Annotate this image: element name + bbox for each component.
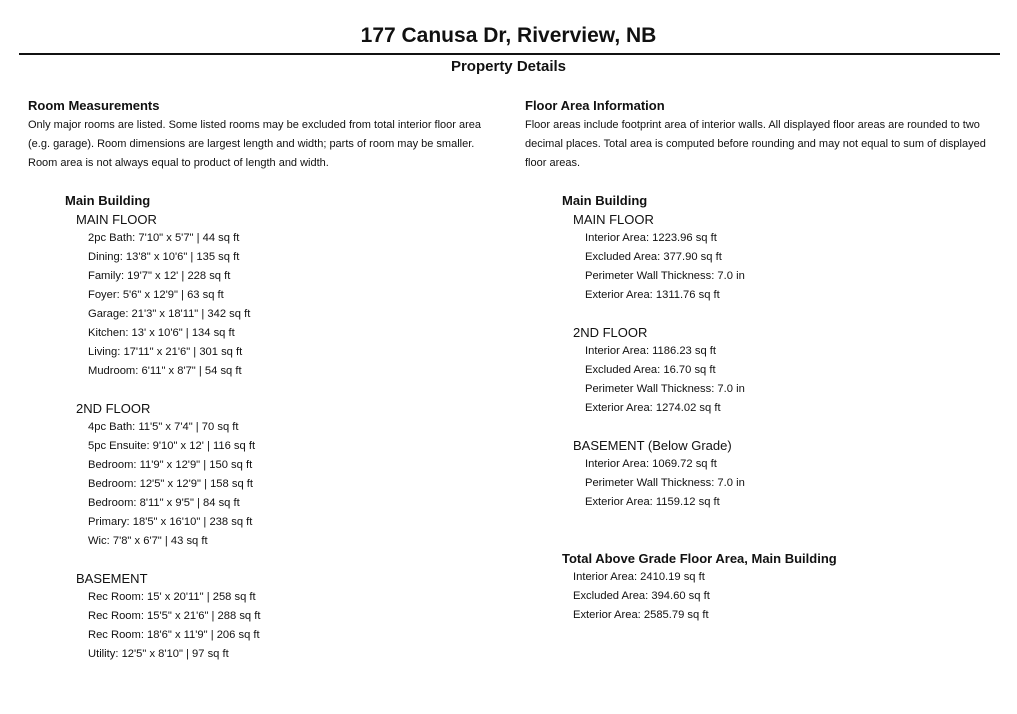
areas-building-title: Main Building — [562, 193, 648, 208]
area-item: Exterior Area: 1274.02 sq ft — [585, 402, 721, 414]
floor-area-heading: Floor Area Information — [525, 98, 665, 113]
floor-title: 2ND FLOOR — [76, 401, 151, 416]
total-item: Exterior Area: 2585.79 sq ft — [573, 609, 709, 621]
room-item: Bedroom: 12'5" x 12'9" | 158 sq ft — [88, 478, 254, 490]
total-above-grade — [562, 549, 1003, 625]
floor-area-note: Floor areas include footprint area of interior walls. All displayed floor areas are rounded to two decimal places. Total area is computed before rounding and may not equal to sum of displayed floor areas. — [525, 119, 986, 169]
rooms-floor-basement — [76, 569, 498, 664]
total-item: Interior Area: 2410.19 sq ft — [573, 571, 705, 583]
area-item: Excluded Area: 377.90 sq ft — [585, 251, 722, 263]
page-subtitle: Property Details — [450, 58, 567, 75]
room-measurements-section — [28, 97, 498, 664]
area-item: Interior Area: 1223.96 sq ft — [585, 232, 717, 244]
rooms-floor-main — [76, 210, 498, 381]
room-item: Living: 17'11" x 21'6" | 301 sq ft — [88, 346, 243, 358]
room-item: 2pc Bath: 7'10" x 5'7" | 44 sq ft — [88, 232, 240, 244]
areas-floor-basement — [573, 436, 1003, 512]
area-item: Exterior Area: 1159.12 sq ft — [585, 496, 720, 508]
area-item: Interior Area: 1186.23 sq ft — [585, 345, 717, 357]
rooms-floor-2nd — [76, 399, 498, 551]
room-item: Kitchen: 13' x 10'6" | 134 sq ft — [88, 327, 235, 339]
areas-floor-main — [573, 210, 1003, 305]
room-item: Foyer: 5'6" x 12'9" | 63 sq ft — [88, 289, 224, 301]
total-item: Excluded Area: 394.60 sq ft — [573, 590, 710, 602]
room-item: Rec Room: 18'6" x 11'9" | 206 sq ft — [88, 629, 260, 641]
room-item: Family: 19'7" x 12' | 228 sq ft — [88, 270, 231, 282]
area-item: Interior Area: 1069.72 sq ft — [585, 458, 717, 470]
room-item: Garage: 21'3" x 18'11" | 342 sq ft — [88, 308, 251, 320]
floor-title: BASEMENT — [76, 571, 148, 586]
floor-title: MAIN FLOOR — [573, 212, 654, 227]
room-measurements-note: Only major rooms are listed. Some listed rooms may be excluded from total interior floor area (e.g. garage). Room dimensions are largest length and width; parts of room may be smaller. Room area is not always equal to product of length and width. — [28, 119, 482, 169]
room-item: Primary: 18'5" x 16'10" | 238 sq ft — [88, 516, 253, 528]
floor-title: 2ND FLOOR — [573, 325, 648, 340]
total-title: Total Above Grade Floor Area, Main Building — [562, 551, 837, 566]
floor-title: MAIN FLOOR — [76, 212, 157, 227]
floor-title: BASEMENT (Below Grade) — [573, 438, 732, 453]
rooms-building-title: Main Building — [65, 193, 151, 208]
areas-floor-2nd — [573, 323, 1003, 418]
room-item: Wic: 7'8" x 6'7" | 43 sq ft — [88, 535, 208, 547]
page-title: 177 Canusa Dr, Riverview, NB — [360, 24, 657, 47]
room-item: Dining: 13'8" x 10'6" | 135 sq ft — [88, 251, 240, 263]
room-item: 5pc Ensuite: 9'10" x 12' | 116 sq ft — [88, 440, 256, 452]
room-item: Utility: 12'5" x 8'10" | 97 sq ft — [88, 648, 229, 660]
room-item: Rec Room: 15'5" x 21'6" | 288 sq ft — [88, 610, 261, 622]
title-divider — [19, 53, 1000, 55]
area-item: Perimeter Wall Thickness: 7.0 in — [585, 477, 745, 489]
room-item: Mudroom: 6'11" x 8'7" | 54 sq ft — [88, 365, 242, 377]
room-item: Bedroom: 8'11" x 9'5" | 84 sq ft — [88, 497, 240, 509]
floor-area-section — [525, 97, 1003, 625]
room-measurements-heading: Room Measurements — [28, 98, 160, 113]
area-item: Excluded Area: 16.70 sq ft — [585, 364, 716, 376]
room-item: Bedroom: 11'9" x 12'9" | 150 sq ft — [88, 459, 253, 471]
area-item: Perimeter Wall Thickness: 7.0 in — [585, 383, 745, 395]
area-item: Exterior Area: 1311.76 sq ft — [585, 289, 720, 301]
room-item: 4pc Bath: 11'5" x 7'4" | 70 sq ft — [88, 421, 239, 433]
room-item: Rec Room: 15' x 20'11" | 258 sq ft — [88, 591, 256, 603]
area-item: Perimeter Wall Thickness: 7.0 in — [585, 270, 745, 282]
